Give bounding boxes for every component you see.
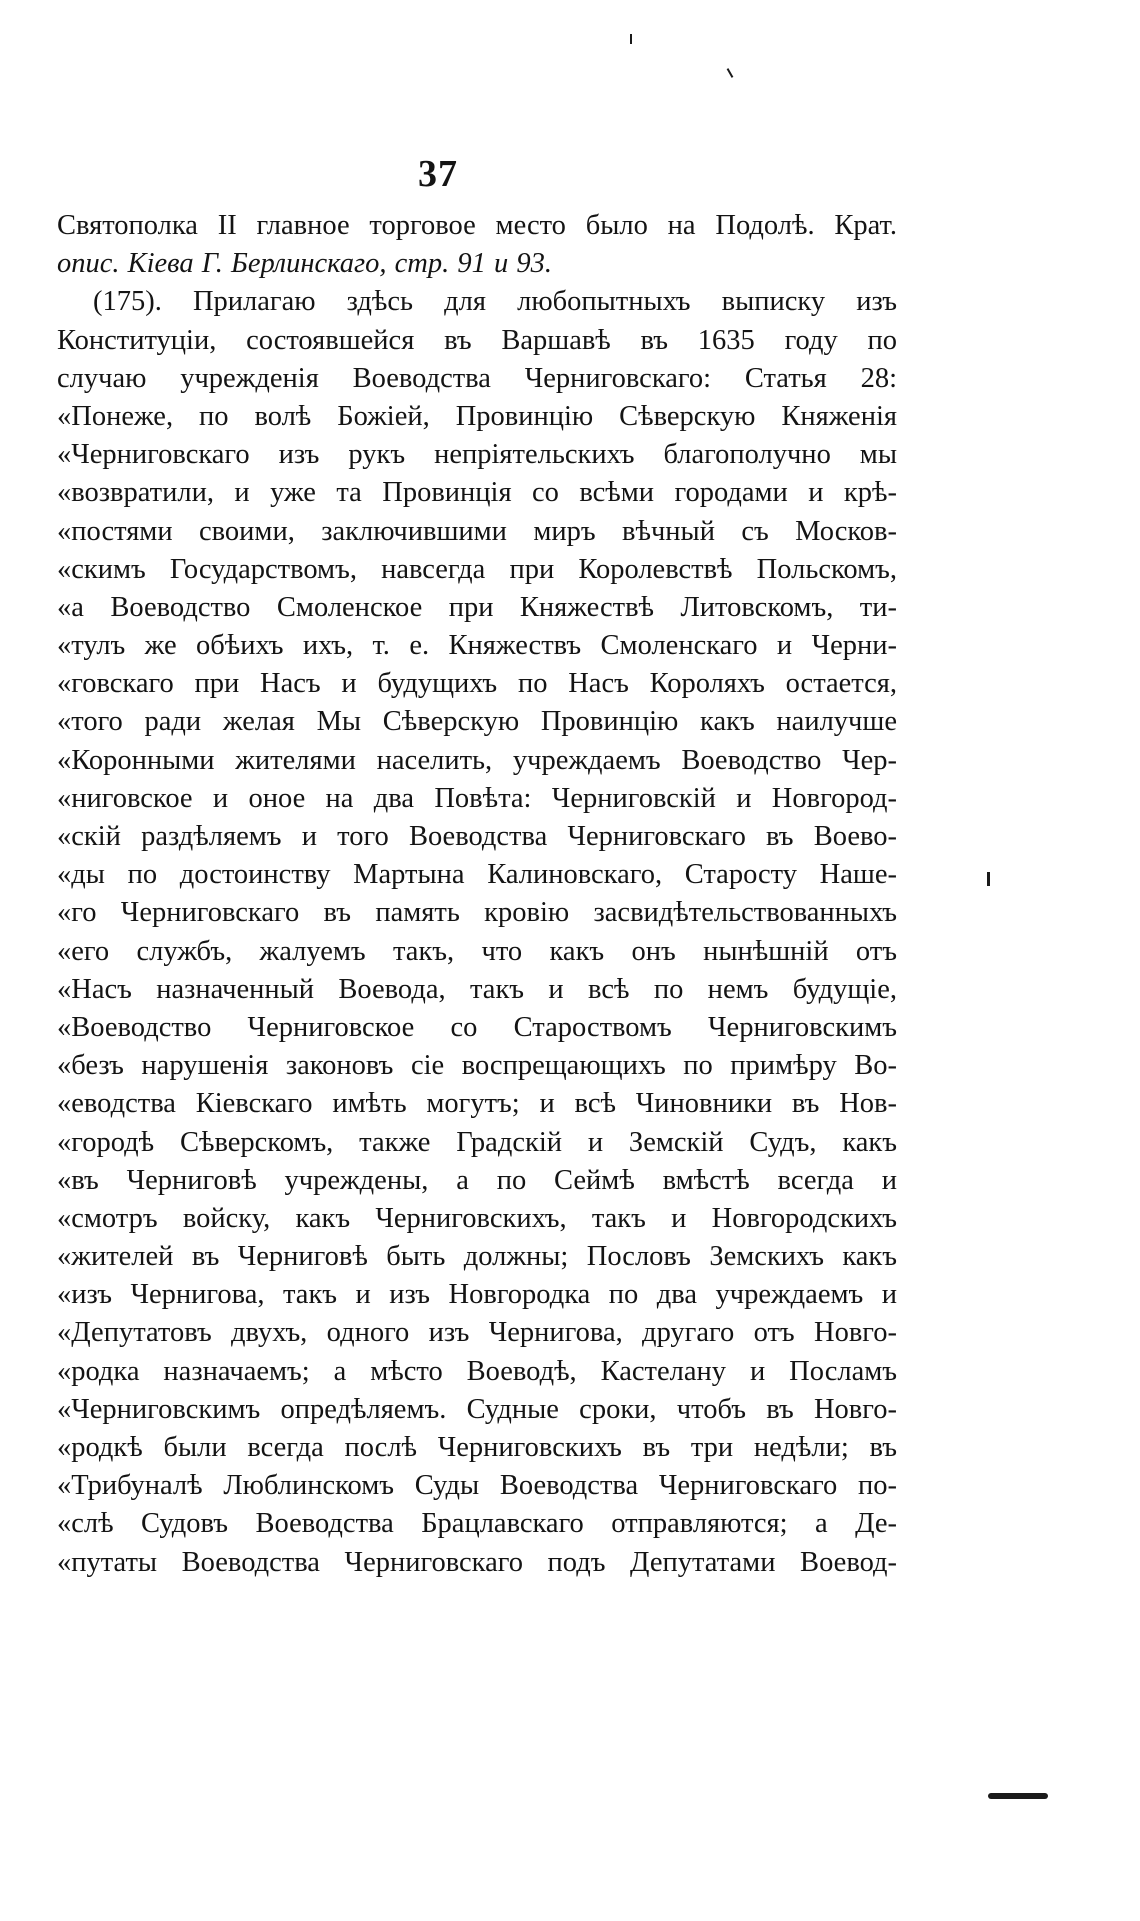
text-line: «слѣ Судовъ Воеводства Брацлавскаго отправляются; а Де- bbox=[57, 1508, 897, 1540]
text-line: «скій раздѣляемъ и того Воеводства Черниговскаго въ Воево- bbox=[57, 821, 897, 852]
text-line: «скимъ Государствомъ, навсегда при Королевствѣ Польскомъ, bbox=[57, 553, 897, 585]
text-line: «родкѣ были всегда послѣ Черниговскихъ въ три недѣли; въ bbox=[57, 1432, 897, 1463]
text-line: случаю учрежденія Воеводства Черниговскаго: Статья 28: bbox=[57, 362, 897, 394]
text-line: «а Воеводство Смоленское при Княжествѣ Литовскомъ, ти- bbox=[57, 591, 897, 623]
text-line: «ниговское и оное на два Повѣта: Черниговскій и Новгород- bbox=[57, 782, 897, 814]
text-line: «безъ нарушенія законовъ сіе воспрещающихъ по примѣру Во- bbox=[57, 1050, 897, 1082]
ink-speck bbox=[727, 68, 734, 78]
text-line: «тулъ же обѣихъ ихъ, т. е. Княжествъ Смоленскаго и Черни- bbox=[57, 630, 897, 662]
text-line: «его службъ, жалуемъ такъ, что какъ онъ нынѣшній отъ bbox=[57, 935, 897, 967]
text-line: «говскаго при Насъ и будущихъ по Насъ Короляхъ остается, bbox=[57, 668, 897, 700]
page-number: 37 bbox=[418, 153, 458, 195]
text-line: «Воеводство Черниговское со Староствомъ Черниговскимъ bbox=[57, 1011, 897, 1043]
text-line: «Депутатовъ двухъ, одного изъ Чернигова, другаго отъ Новго- bbox=[57, 1317, 897, 1349]
text-line: «изъ Чернигова, такъ и изъ Новгородка по два учреждаемъ и bbox=[57, 1279, 897, 1311]
text-line: «того ради желая Мы Сѣверскую Провинцію какъ наилучше bbox=[57, 706, 897, 738]
text-line: «жителей въ Черниговѣ быть должны; Пословъ Земскихъ какъ bbox=[57, 1241, 897, 1273]
text-line: Святополка II главное торговое место было на Подолѣ. Крат. bbox=[57, 210, 897, 241]
text-line: «городѣ Сѣверскомъ, также Градскій и Земскій Судъ, какъ bbox=[57, 1126, 897, 1158]
ink-speck bbox=[987, 872, 990, 886]
text-line: «Черниговскаго изъ рукъ непріятельскихъ благополучно мы bbox=[57, 439, 897, 471]
text-line: «постями своими, заключившими миръ вѣчный съ Москов- bbox=[57, 515, 897, 547]
ink-smudge bbox=[988, 1793, 1048, 1799]
text-line: опис. Кіева Г. Берлинскаго, стр. 91 и 93. bbox=[57, 248, 552, 280]
text-line: «возвратили, и уже та Провинція со всѣми городами и крѣ- bbox=[57, 477, 897, 509]
text-line: «въ Черниговѣ учреждены, а по Сеймѣ вмѣстѣ всегда и bbox=[57, 1164, 897, 1196]
text-line: «Коронными жителями населить, учреждаемъ Воеводство Чер- bbox=[57, 744, 897, 776]
text-line: «Черниговскимъ опредѣляемъ. Судные сроки, чтобъ въ Новго- bbox=[57, 1393, 897, 1425]
text-line: «го Черниговскаго въ память кровію засвидѣтельствованныхъ bbox=[57, 897, 897, 929]
text-line: (175). Прилагаю здѣсь для любопытныхъ выписку изъ bbox=[93, 286, 897, 318]
text-line: «ды по достоинству Мартына Калиновскаго, Старосту Наше- bbox=[57, 859, 897, 891]
text-line: «родка назначаемъ; а мѣсто Воеводѣ, Кастелану и Посламъ bbox=[57, 1355, 897, 1387]
text-line: «Понеже, по волѣ Божіей, Провинцію Сѣверскую Княженія bbox=[57, 400, 897, 432]
body-text bbox=[57, 207, 897, 1582]
text-line: Конституціи, состоявшейся въ Варшавѣ въ 1635 году по bbox=[57, 324, 897, 356]
text-line: «еводства Кіевскаго имѣть могутъ; и всѣ Чиновники въ Нов- bbox=[57, 1088, 897, 1120]
text-line: «Насъ назначенный Воевода, такъ и всѣ по немъ будущіе, bbox=[57, 973, 897, 1005]
text-line: «Трибуналѣ Люблинскомъ Суды Воеводства Черниговскаго по- bbox=[57, 1470, 897, 1502]
text-line: «путаты Воеводства Черниговскаго подъ Депутатами Воевод- bbox=[57, 1546, 897, 1578]
ink-speck bbox=[630, 34, 632, 44]
text-line: «смотръ войску, какъ Черниговскихъ, такъ и Новгородскихъ bbox=[57, 1202, 897, 1234]
